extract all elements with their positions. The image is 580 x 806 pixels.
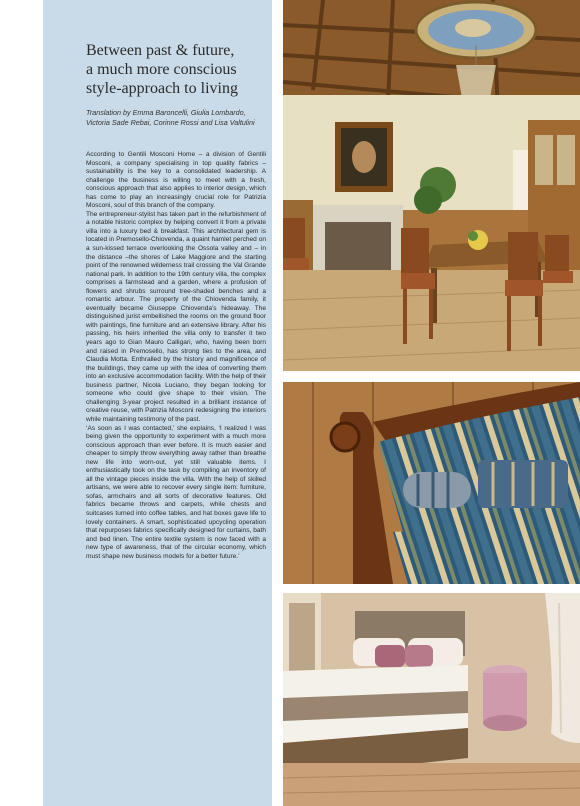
body-paragraph: According to Gentili Mosconi Home – a division of Gentili Mosconi, a company specialising in top quality fabrics – sustainability is the key to a consolidated leadership. A challenge the business is willing to meet with a fresh, conscious approach that also applies to interior design, which has come to play an increasingly crucial role for Patrizia Mosconi, soul of this branch of the company. [86,151,266,210]
title-line: style-approach to living [86,80,238,97]
sofa-photo [283,382,580,584]
article-title [86,41,266,98]
body-paragraph: ‘As soon as I was contacted,’ she explains, ‘I realized I was being given the opportunity to experiment with a much more conscious approach than ever before. It is much easier and cheaper to simply throw everything away rather than breathe new life into worn-out, yet still valuable items. I enthusiastically took on the task by compiling an inventory of all the vintage pieces inside the villa. With the help of skilled artisans, we were able to recover every single item: furniture, sofas, armchairs and all sorts of decorative features. Old fabrics became throws and carpets, while chests and suitcases turned into coffee tables, and hat boxes gave life to lovely containers. A smart, sophisticated upcycling operation that repurposes fabrics specifically designed for curtains, bath and bed linen. The entire textile system is now faced with a new type of awareness, that of the circular economy, which must shape new business models for a better future.’ [86,424,266,560]
bedroom-photo [283,593,580,806]
dining-room-photo [283,0,580,371]
body-paragraph: The entrepreneur-stylist has taken part in the refurbishment of a notable historic complex by helping convert it from a private villa into a luxury bed & breakfast. This architectural gem is located in Premosello-Chiovenda, a quaint hamlet perched on a sun-kissed terrace overlooking the Ossola valley and – in the distance –the shores of Lake Maggiore and the starting point of the renowned wilderness trail crossing the Val Grande national park. In addition to the 19th century villa, the complex comprises a farmstead and a garden, where a profusion of flowers and shrubs surround tree-shaded benches and a romantic arbour. The property of the Chiovenda family, it eventually became Giuseppe Chiovenda’s hideaway. The distinguished jurist embellished the rooms on the ground floor with paintings, fine furniture and an extensive library. After his passing, his heirs inherited the villa only to transfer it two years ago to Gian Mauro Calligari, who, having been born and raised in Premosello, has strong ties to the area, and Claudia Motta. Enthralled by the history and magnificence of the buildings, they came up with the idea of converting them into an exclusive accommodation facility. With the help of their business partner, Nicola Luciano, they began looking for someone who could give shape to their vision. The challenging 3-year project resulted in a brilliant instance of creative reuse, with Patrizia Mosconi redesigning the interiors while maintaining testimony of the past. [86,210,266,423]
translation-credits: Translation by Emma Baroncelli, Giulia Lombardo, Victoria Sade Rebai, Corinne Rossi and Lisa Valtulini [86,108,255,127]
article-body [86,151,266,561]
title-line: a much more conscious [86,61,237,78]
title-line: Between past & future, [86,42,235,59]
